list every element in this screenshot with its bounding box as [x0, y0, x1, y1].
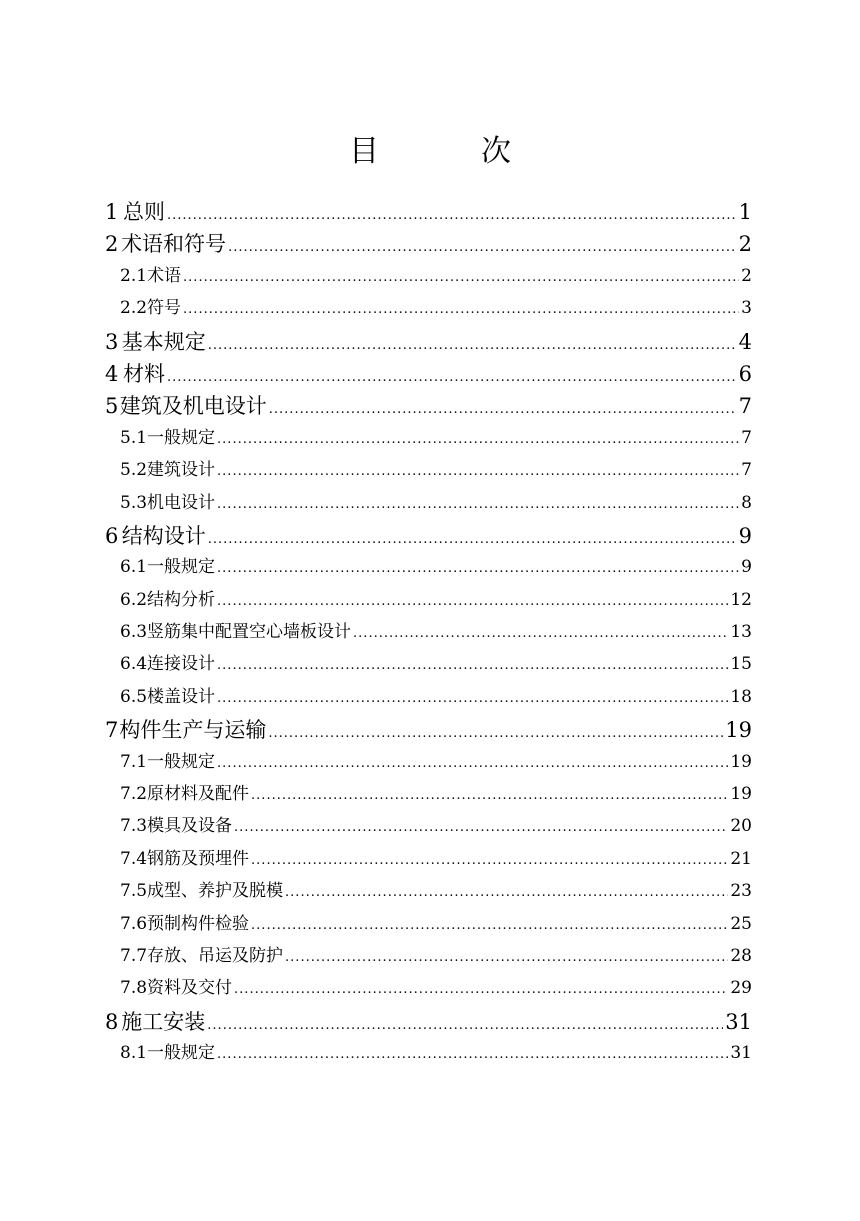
toc-entry-page-number: 6: [738, 361, 752, 386]
toc-entry-number: 7.8: [120, 978, 148, 999]
toc-entry-7-8[interactable]: [100, 973, 752, 1005]
toc-entry-label: 一般规定: [147, 751, 216, 772]
dot-leader: [234, 982, 728, 997]
toc-list: [100, 196, 752, 1071]
toc-entry-page-number: 7: [738, 394, 752, 419]
dot-leader: [217, 658, 728, 673]
toc-entry-page-number: 31: [725, 1009, 752, 1034]
dot-leader: [268, 726, 723, 741]
toc-entry-label: 成型、养护及脱模: [147, 881, 284, 902]
toc-entry-number: 7.7: [120, 945, 148, 966]
toc-entry-7-4[interactable]: [100, 844, 752, 876]
toc-entry-page-number: 25: [730, 913, 752, 934]
dot-leader: [217, 691, 728, 706]
toc-entry-6-1[interactable]: [100, 552, 752, 584]
toc-entry-number: 8: [105, 1009, 119, 1034]
toc-entry-page-number: 18: [730, 686, 752, 707]
toc-entry-page-number: 9: [738, 523, 752, 548]
dot-leader: [251, 853, 728, 868]
toc-entry-number: 4: [105, 361, 119, 386]
toc-entry-number: 6.4: [120, 654, 148, 675]
toc-entry-6-2[interactable]: [100, 585, 752, 617]
toc-entry-label: 一般规定: [147, 557, 216, 578]
dot-leader: [217, 756, 728, 771]
toc-entry-label: 竖筋集中配置空心墙板设计: [147, 622, 352, 643]
dot-leader: [183, 302, 739, 317]
toc-entry-number: 3: [105, 329, 119, 354]
toc-entry-page-number: 15: [730, 654, 752, 675]
toc-entry-number: 7.4: [120, 848, 148, 869]
dot-leader: [167, 208, 737, 223]
toc-entry-label: 建筑及机电设计: [119, 394, 267, 419]
dot-leader: [167, 370, 737, 385]
toc-entry-5-1[interactable]: [100, 423, 752, 455]
dot-leader: [228, 240, 737, 255]
toc-entry-label: 模具及设备: [147, 816, 233, 837]
dot-leader: [217, 594, 728, 609]
toc-entry-label: 结构分析: [147, 589, 216, 610]
toc-entry-label: 建筑设计: [147, 460, 216, 481]
dot-leader: [269, 402, 737, 417]
dot-leader: [208, 532, 737, 547]
toc-entry-number: 6.3: [120, 622, 148, 643]
toc-entry-number: 1: [105, 200, 119, 224]
toc-entry-number: 5.1: [120, 427, 148, 448]
toc-entry-page-number: 2: [741, 265, 752, 286]
toc-entry-page-number: 13: [730, 622, 752, 643]
toc-entry-7-7[interactable]: [100, 941, 752, 973]
toc-entry-7-5[interactable]: [100, 876, 752, 908]
toc-entry-label: 楼盖设计: [147, 686, 216, 707]
toc-entry-page-number: 7: [741, 427, 752, 448]
toc-entry-8[interactable]: [100, 1006, 752, 1038]
dot-leader: [251, 918, 728, 933]
toc-entry-label: 结构设计: [121, 523, 206, 548]
dot-leader: [217, 432, 739, 447]
toc-entry-number: 2: [105, 232, 119, 257]
toc-entry-label: 术语和符号: [121, 232, 227, 257]
dot-leader: [208, 338, 737, 353]
toc-entry-page-number: 19: [730, 751, 752, 772]
toc-entry-number: 6.1: [120, 557, 148, 578]
toc-entry-page-number: 2: [738, 232, 752, 257]
toc-entry-7[interactable]: [100, 714, 752, 746]
toc-entry-page-number: 19: [725, 718, 752, 743]
toc-entry-7-3[interactable]: [100, 811, 752, 843]
toc-entry-label: 机电设计: [147, 492, 216, 513]
toc-entry-number: 5.3: [120, 492, 148, 513]
toc-entry-label: 施工安装: [121, 1009, 206, 1034]
toc-entry-label: 连接设计: [147, 654, 216, 675]
toc-entry-number: 8.1: [120, 1043, 148, 1064]
dot-leader: [207, 1018, 723, 1033]
toc-entry-number: 6: [105, 523, 119, 548]
toc-entry-label: 符号: [147, 298, 182, 319]
toc-entry-label: 存放、吊运及防护: [147, 945, 284, 966]
toc-entry-3[interactable]: [100, 326, 752, 358]
toc-entry-label: 资料及交付: [147, 978, 233, 999]
dot-leader: [353, 626, 728, 641]
toc-entry-number: 7.5: [120, 881, 148, 902]
dot-leader: [217, 497, 739, 512]
toc-entry-2-2[interactable]: [100, 293, 752, 325]
toc-entry-5-2[interactable]: [100, 455, 752, 487]
toc-entry-page-number: 12: [730, 589, 752, 610]
toc-entry-number: 7.1: [120, 751, 148, 772]
toc-entry-label: 原材料及配件: [147, 784, 250, 805]
toc-entry-7-1[interactable]: [100, 747, 752, 779]
toc-entry-page-number: 9: [741, 557, 752, 578]
toc-entry-7-6[interactable]: [100, 909, 752, 941]
dot-leader: [234, 820, 728, 835]
dot-leader: [217, 1047, 728, 1062]
toc-entry-page-number: 20: [730, 816, 752, 837]
toc-entry-page-number: 19: [730, 784, 752, 805]
toc-entry-label: 总则: [123, 200, 165, 224]
toc-entry-label: 钢筋及预埋件: [147, 848, 250, 869]
toc-entry-number: 7: [105, 718, 119, 743]
toc-entry-page-number: 1: [738, 200, 752, 224]
dot-leader: [251, 788, 728, 803]
toc-entry-number: 6.5: [120, 686, 148, 707]
toc-entry-2[interactable]: [100, 228, 752, 260]
toc-entry-page-number: 8: [741, 492, 752, 513]
toc-entry-page-number: 23: [730, 881, 752, 902]
toc-entry-number: 5: [105, 394, 119, 419]
toc-entry-label: 基本规定: [121, 329, 206, 354]
toc-entry-page-number: 7: [741, 460, 752, 481]
toc-entry-page-number: 21: [730, 848, 752, 869]
toc-entry-number: 7.3: [120, 816, 148, 837]
toc-entry-6[interactable]: [100, 520, 752, 552]
toc-entry-number: 6.2: [120, 589, 148, 610]
toc-entry-number: 7.2: [120, 784, 148, 805]
toc-entry-label: 一般规定: [147, 1043, 216, 1064]
toc-entry-5-3[interactable]: [100, 488, 752, 520]
toc-entry-label: 术语: [147, 265, 182, 286]
toc-entry-8-1[interactable]: [100, 1038, 752, 1070]
toc-entry-6-5[interactable]: [100, 682, 752, 714]
toc-entry-label: 构件生产与运输: [119, 718, 267, 743]
toc-entry-2-1[interactable]: [100, 261, 752, 293]
toc-entry-page-number: 29: [730, 978, 752, 999]
toc-entry-6-4[interactable]: [100, 649, 752, 681]
toc-entry-page-number: 31: [730, 1043, 752, 1064]
toc-entry-1[interactable]: [100, 196, 752, 228]
toc-entry-label: 预制构件检验: [147, 913, 250, 934]
toc-entry-5[interactable]: [100, 390, 752, 422]
toc-entry-7-2[interactable]: [100, 779, 752, 811]
toc-entry-number: 7.6: [120, 913, 148, 934]
toc-entry-page-number: 3: [741, 298, 752, 319]
toc-entry-label: 材料: [123, 361, 165, 386]
dot-leader: [183, 270, 739, 285]
toc-title: 目 次: [349, 134, 547, 169]
dot-leader: [285, 950, 728, 965]
toc-entry-number: 2.1: [120, 265, 148, 286]
toc-entry-label: 一般规定: [147, 427, 216, 448]
toc-entry-page-number: 4: [738, 329, 752, 354]
toc-entry-6-3[interactable]: [100, 617, 752, 649]
dot-leader: [285, 885, 728, 900]
toc-entry-number: 2.2: [120, 298, 148, 319]
toc-entry-number: 5.2: [120, 460, 148, 481]
dot-leader: [217, 464, 739, 479]
toc-entry-page-number: 28: [730, 945, 752, 966]
toc-entry-4[interactable]: [100, 358, 752, 390]
dot-leader: [217, 561, 739, 576]
